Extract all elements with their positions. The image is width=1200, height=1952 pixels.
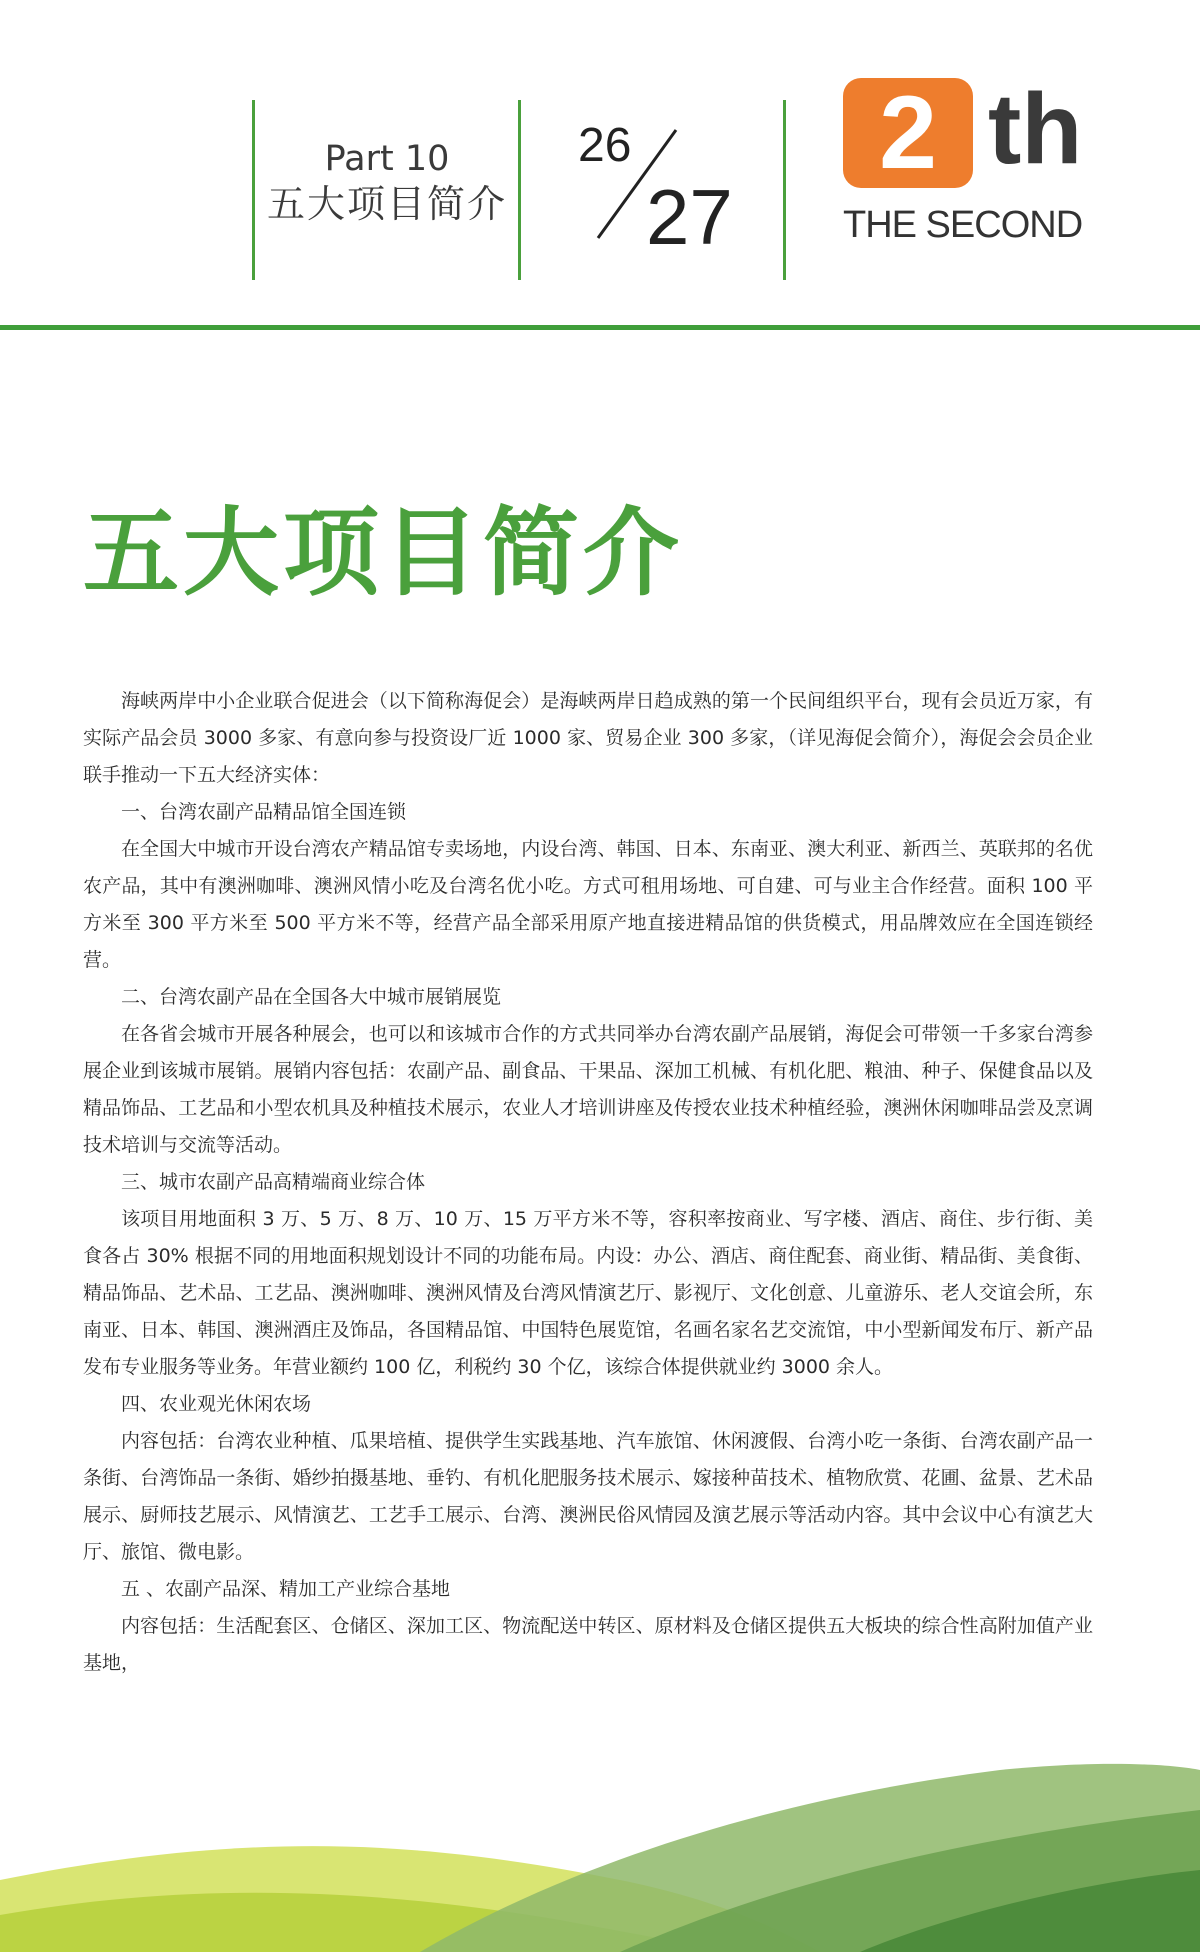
section-heading-4: 四、农业观光休闲农场 [121, 1393, 312, 1415]
header-divider-right [783, 100, 786, 280]
section-heading-2: 二、台湾农副产品在全国各大中城市展销展览 [121, 986, 502, 1008]
edition-subtitle: THE SECOND [843, 204, 1083, 246]
section-label [258, 138, 516, 228]
section-body-1: 在全国大中城市开设台湾农产精品馆专卖场地，内设台湾、韩国、日本、东南亚、澳大利亚、新西兰、英联邦的名优农产品，其中有澳洲咖啡、澳洲风情小吃及台湾名优小吃。方式可租用场地、可自建、可与业主合作经营。面积 100 平方米至 300 平方米至 500 平方米不等，经营产品全部采用原产地直接进精品馆的供货模式，用品牌效应在全国连锁经营。 [83, 838, 1093, 971]
section-body-3: 该项目用地面积 3 万、5 万、8 万、10 万、15 万平方米不等，容积率按商业、写字楼、酒店、商住、步行街、美食各占 30% 根据不同的用地面积规划设计不同的功能布局。内设：办公、酒店、商住配套、商业街、精品街、美食街、精品饰品、艺术品、工艺品、澳洲咖啡、澳洲风情及台湾风情演艺厅、影视厅、文化创意、儿童游乐、老人交谊会所，东南亚、日本、韩国、澳洲酒庄及饰品，各国精品馆、中国特色展览馆，名画名家名艺交流馆，中小型新闻发布厅、新产品发布专业服务等业务。年营业额约 100 亿，利税约 30 个亿，该综合体提供就业约 3000 余人。 [83, 1208, 1093, 1378]
page-number-left: 26 [578, 119, 632, 172]
section-body-4: 内容包括：台湾农业种植、瓜果培植、提供学生实践基地、汽车旅馆、休闲渡假、台湾小吃一条街、台湾农副产品一条街、台湾饰品一条街、婚纱拍摄基地、垂钓、有机化肥服务技术展示、嫁接种苗技术、植物欣赏、花圃、盆景、艺术品展示、厨师技艺展示、风情演艺、工艺手工展示、台湾、澳洲民俗风情园及演艺展示等活动内容。其中会议中心有演艺大厅、旅馆、微电影。 [83, 1430, 1093, 1563]
intro-paragraph: 海峡两岸中小企业联合促进会（以下简称海促会）是海峡两岸日趋成熟的第一个民间组织平台，现有会员近万家，有实际产品会员 3000 多家、有意向参与投资设厂近 1000 家、贸易企业 300 多家，（详见海促会简介），海促会会员企业联手推动一下五大经济实体： [83, 690, 1093, 786]
section-body-5: 内容包括：生活配套区、仓储区、深加工区、物流配送中转区、原材料及仓储区提供五大板块的综合性高附加值产业基地， [83, 1615, 1093, 1674]
edition-suffix: th [988, 73, 1083, 185]
footer-wave-decoration [0, 1730, 1200, 1952]
header-divider-middle [518, 100, 521, 280]
header-rule [0, 325, 1200, 330]
part-title: 五大项目简介 [266, 182, 507, 226]
page-number-right: 27 [646, 173, 733, 261]
section-body-2: 在各省会城市开展各种展会，也可以和该城市合作的方式共同举办台湾农副产品展销，海促会可带领一千多家台湾参展企业到该城市展销。展销内容包括：农副产品、副食品、干果品、深加工机械、有机化肥、粮油、种子、保健食品以及精品饰品、工艺品和小型农机具及种植技术展示，农业人才培训讲座及传授农业技术种植经验，澳洲休闲咖啡品尝及烹调技术培训与交流等活动。 [83, 1023, 1093, 1156]
part-label: Part 10 [324, 139, 450, 179]
page-title: 五大项目简介 [83, 497, 683, 609]
section-heading-3: 三、城市农副产品高精端商业综合体 [121, 1171, 426, 1193]
body-text [83, 683, 1093, 1682]
section-heading-5: 五 、农副产品深、精加工产业综合基地 [121, 1578, 451, 1600]
section-heading-1: 一、台湾农副产品精品馆全国连锁 [121, 801, 407, 823]
edition-number: 2 [879, 75, 937, 191]
header-divider-left [252, 100, 255, 280]
